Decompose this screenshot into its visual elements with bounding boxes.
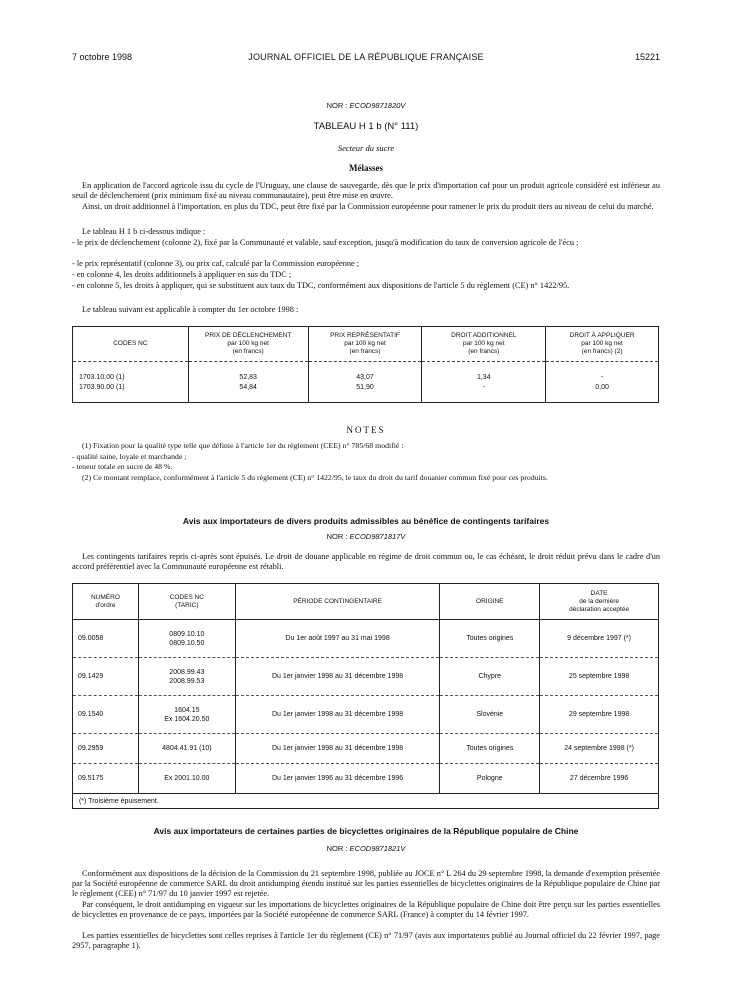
table-row	[73, 372, 659, 382]
table-title: TABLEAU H 1 b (N° 111)	[313, 121, 419, 132]
nor-reference-2	[72, 532, 660, 541]
table-row	[73, 764, 659, 794]
table-row	[73, 658, 659, 696]
cell: -	[422, 382, 546, 392]
section-title-quotas: Avis aux importateurs de divers produits admissibles au bénéfice de contingents tarifaires	[182, 516, 550, 526]
cell: Slovénie	[440, 696, 540, 734]
nor-code: ECOD9871820V	[349, 101, 406, 110]
cell: Du 1er janvier 1996 au 31 décembre 1996	[235, 764, 440, 794]
column-header: DROIT ADDITIONNEL par 100 kg net (en francs)	[422, 327, 546, 362]
molasses-price-table	[72, 326, 659, 403]
list-item: - le prix représentatif (colonne 3), ou prix caf, calculé par la Commission européenne ;	[72, 259, 360, 268]
table-header-row	[73, 327, 659, 362]
note: - teneur totale en sucre de 48 %.	[72, 462, 173, 471]
cell: Chypre	[440, 658, 540, 696]
tariff-quota-table	[72, 583, 659, 809]
column-header: DATE de la dernière déclaration acceptée	[540, 584, 659, 620]
cell: Du 1er janvier 1998 au 31 décembre 1998	[235, 658, 440, 696]
paragraph: Les contingents tarifaires repris ci-après sont épuisés. Le droit de douane applicable en régime de droit commun ou, le cas échéant, le droit réduit prévu dans le cadre d'un accord préférentiel avec la Communauté européenne est rétabli.	[72, 552, 660, 572]
cell: 0,00	[546, 382, 659, 392]
header-date: 7 octobre 1998	[72, 52, 133, 62]
table-row	[73, 382, 659, 392]
paragraph: Conformément aux dispositions de la décision de la Commission du 21 septembre 1998, publiée au JOCE n° L 264 du 29 septembre 1998, la demande d'exemption présentée par la Société européenne de commerce SARL du droit antidumping étendu institué sur les parties essentielles de bicyclettes originaires de la République populaire de Chine par le règlement (CEE) n° 71/97 du 10 janvier 1997 est rejetée.	[72, 869, 660, 899]
cell: 0809.10.10 0809.10.50	[138, 620, 235, 658]
column-header: CODES NC (TARIC)	[138, 584, 235, 620]
note: - qualité saine, loyale et marchande ;	[72, 452, 187, 461]
paragraph: Ainsi, un droit additionnel à l'importation, en plus du TDC, peut être fixé par la Commission européenne pour ramener le prix du produit tiers au niveau de celui du marché.	[82, 202, 654, 211]
list-item: - en colonne 4, les droits additionnels à appliquer en sus du TDC ;	[72, 270, 292, 279]
list-item: - le prix de déclenchement (colonne 2), fixé par la Communauté et valable, sauf exception, jusqu'à modification du taux de conversion agricole de l'écu ;	[72, 238, 579, 247]
cell: 09.0058	[73, 620, 139, 658]
cell: 09.1429	[73, 658, 139, 696]
journal-title: JOURNAL OFFICIEL DE LA RÉPUBLIQUE FRANÇAISE	[248, 52, 484, 62]
cell: 43,07	[308, 372, 422, 382]
cell: Pologne	[440, 764, 540, 794]
table-row	[73, 734, 659, 764]
notes-heading: NOTES	[346, 425, 386, 435]
nor-reference-3	[72, 844, 660, 853]
cell: 09.1540	[73, 696, 139, 734]
column-header: NUMÉRO d'ordre	[73, 584, 139, 620]
paragraph: Les parties essentielles de bicyclettes sont celles reprises à l'article 1er du règlement (CE) n° 71/97 (avis aux importateurs publié au Journal officiel du 22 février 1997, page 2957, paragraphe 1).	[72, 931, 660, 951]
note: (2) Ce montant remplace, conformément à l'article 5 du règlement (CE) n° 1422/95, le taux du droit du tarif douanier commun fixé pour ces produits.	[82, 473, 548, 482]
table-footnote-row	[73, 794, 659, 809]
nor-label: NOR :	[326, 101, 348, 110]
section-title-bicycles: Avis aux importateurs de certaines parties de bicyclettes originaires de la République populaire de Chine	[153, 826, 579, 836]
cell: Du 1er août 1997 au 31 mai 1998	[235, 620, 440, 658]
sector-label: Secteur du sucre	[337, 143, 395, 153]
cell: 2008.99.43 2008.99.53	[138, 658, 235, 696]
cell: Ex 2001.10.00	[138, 764, 235, 794]
cell: 9 décembre 1997 (*)	[540, 620, 659, 658]
cell: 09.2959	[73, 734, 139, 764]
cell: 1703.90.00 (1)	[73, 382, 189, 392]
table-row	[73, 620, 659, 658]
page-number: 15221	[634, 52, 660, 62]
cell: -	[546, 372, 659, 382]
column-header: ORIGINE	[440, 584, 540, 620]
nor-label: NOR :	[326, 844, 348, 853]
paragraph: En application de l'accord agricole issu du cycle de l'Uruguay, une clause de sauvegarde, dès que le prix d'importation caf pour un produit agricole considéré est inférieur au seuil de déclenchement (prix minimum fixé au niveau communautaire), peut être mise en œuvre.	[72, 181, 660, 201]
product-heading: Mélasses	[349, 163, 383, 173]
nor-code: ECOD9871817V	[349, 532, 406, 541]
table-footnote: (*) Troisième épuisement.	[73, 794, 659, 809]
nor-reference-1	[72, 101, 660, 110]
paragraph: Le tableau H 1 b ci-dessous indique :	[82, 227, 206, 236]
table-row	[73, 696, 659, 734]
cell: 1,34	[422, 372, 546, 382]
cell: 27 décembre 1996	[540, 764, 659, 794]
cell: 09.5175	[73, 764, 139, 794]
nor-label: NOR :	[326, 532, 348, 541]
cell: 24 septembre 1998 (*)	[540, 734, 659, 764]
column-header: PRIX REPRÉSENTATIF par 100 kg net (en francs)	[308, 327, 422, 362]
cell: 52,83	[188, 372, 308, 382]
cell: 4804.41.91 (10)	[138, 734, 235, 764]
table-header-row	[73, 584, 659, 620]
cell: Toutes origines	[440, 734, 540, 764]
cell: 25 septembre 1998	[540, 658, 659, 696]
paragraph: Par conséquent, le droit antidumping en vigueur sur les importations de bicyclettes originaires de la République populaire de Chine doit être perçu sur les parties essentielles de bicyclettes en provenance de ce pays, importées par la Société européenne de commerce SARL (France) à compter du 14 février 1997.	[72, 900, 660, 920]
paragraph: Le tableau suivant est applicable à compter du 1er octobre 1998 :	[82, 305, 299, 314]
cell: 54,84	[188, 382, 308, 392]
page-header	[72, 52, 660, 66]
cell: Toutes origines	[440, 620, 540, 658]
cell: Du 1er janvier 1998 au 31 décembre 1998	[235, 734, 440, 764]
cell: 1703.10.00 (1)	[73, 372, 189, 382]
column-header: PRIX DE DÉCLENCHEMENT par 100 kg net (en francs)	[188, 327, 308, 362]
note: (1) Fixation pour la qualité type telle que définie à l'article 1er du règlement (CEE) n° 785/68 modifié :	[82, 441, 404, 450]
cell: 29 septembre 1998	[540, 696, 659, 734]
cell: 1604.15 Ex 1604.20.50	[138, 696, 235, 734]
nor-code: ECOD9871821V	[349, 844, 406, 853]
column-header: DROIT À APPLIQUER par 100 kg net (en francs) (2)	[546, 327, 659, 362]
cell: Du 1er janvier 1998 au 31 décembre 1998	[235, 696, 440, 734]
cell: 51,90	[308, 382, 422, 392]
column-header: CODES NC	[73, 327, 189, 362]
column-header: PÉRIODE CONTINGENTAIRE	[235, 584, 440, 620]
list-item: - en colonne 5, les droits à appliquer, qui se substituent aux taux du TDC, conformément aux dispositions de l'article 5 du règlement (CE) n° 1422/95.	[72, 281, 570, 290]
